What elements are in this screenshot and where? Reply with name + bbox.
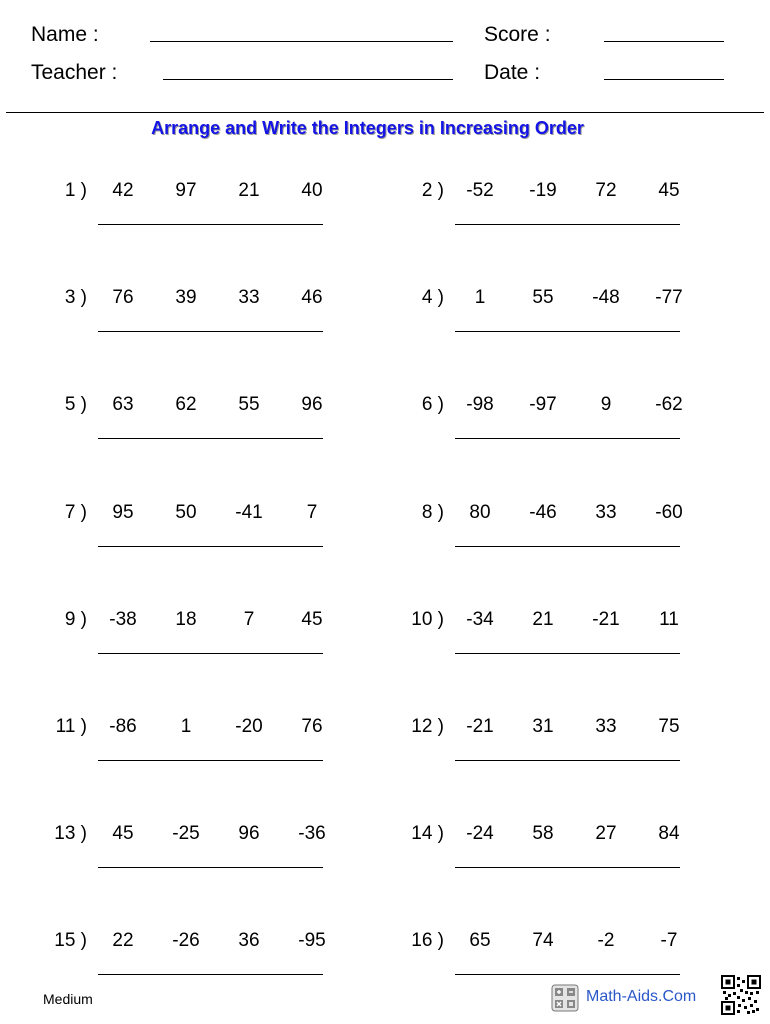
problem-number: 12 ) — [411, 716, 444, 737]
problem-value: 22 — [112, 930, 134, 951]
answer-line[interactable] — [98, 867, 323, 868]
problem-item — [357, 930, 697, 990]
problem-value: 45 — [301, 609, 323, 630]
problem-item — [0, 502, 340, 562]
problem-value: 36 — [238, 930, 260, 951]
problem-number: 13 ) — [54, 823, 87, 844]
problem-value: 74 — [532, 930, 554, 951]
problem-value: 65 — [469, 930, 491, 951]
qr-code-icon — [721, 975, 761, 1015]
problem-value: -19 — [529, 180, 557, 201]
problem-value: 55 — [238, 394, 260, 415]
problem-value: 33 — [595, 502, 617, 523]
problem-number: 4 ) — [421, 287, 444, 308]
problem-value: 96 — [301, 394, 323, 415]
problem-value: 18 — [175, 609, 197, 630]
problem-value: -48 — [592, 287, 620, 308]
answer-line[interactable] — [455, 331, 680, 332]
problem-value: 76 — [112, 287, 134, 308]
problem-value: 96 — [238, 823, 260, 844]
problem-value: 21 — [532, 609, 554, 630]
score-label: Score : — [484, 23, 551, 46]
answer-line[interactable] — [455, 546, 680, 547]
problem-value: 72 — [595, 180, 617, 201]
problem-value: 42 — [112, 180, 134, 201]
problem-value: 7 — [306, 502, 318, 523]
problem-value: 33 — [595, 716, 617, 737]
answer-line[interactable] — [455, 438, 680, 439]
problem-item — [0, 287, 340, 347]
teacher-label: Teacher : — [31, 61, 118, 84]
problem-number: 9 ) — [64, 609, 87, 630]
problem-value: 1 — [474, 287, 486, 308]
problem-value: -20 — [235, 716, 263, 737]
problem-value: 39 — [175, 287, 197, 308]
header-divider — [6, 112, 764, 113]
name-field-line[interactable] — [150, 41, 453, 42]
problem-value: -24 — [466, 823, 494, 844]
problem-value: 97 — [175, 180, 197, 201]
problem-item — [357, 180, 697, 240]
problem-item — [357, 287, 697, 347]
problem-item — [0, 823, 340, 883]
answer-line[interactable] — [455, 224, 680, 225]
problem-value: -46 — [529, 502, 557, 523]
problem-value: -21 — [466, 716, 494, 737]
problem-value: -60 — [655, 502, 683, 523]
date-label: Date : — [484, 61, 541, 84]
problem-number: 8 ) — [421, 502, 444, 523]
problem-value: 50 — [175, 502, 197, 523]
problem-value: -26 — [172, 930, 200, 951]
problem-number: 6 ) — [421, 394, 444, 415]
problem-item — [0, 609, 340, 669]
answer-line[interactable] — [455, 653, 680, 654]
problem-value: 40 — [301, 180, 323, 201]
worksheet-title: Arrange and Write the Integers in Increasing Order — [151, 118, 584, 138]
problem-value: 80 — [469, 502, 491, 523]
problem-value: -98 — [466, 394, 494, 415]
problem-number: 7 ) — [64, 502, 87, 523]
problem-value: 21 — [238, 180, 260, 201]
problem-item — [357, 394, 697, 454]
problem-number: 14 ) — [411, 823, 444, 844]
problem-value: -7 — [660, 930, 678, 951]
answer-line[interactable] — [98, 546, 323, 547]
date-field-line[interactable] — [604, 79, 724, 80]
problem-item — [0, 394, 340, 454]
problem-value: -36 — [298, 823, 326, 844]
problem-value: -97 — [529, 394, 557, 415]
problem-item — [0, 180, 340, 240]
problem-value: -77 — [655, 287, 683, 308]
problem-item — [357, 716, 697, 776]
problem-number: 16 ) — [411, 930, 444, 951]
problem-number: 1 ) — [64, 180, 87, 201]
problem-value: 75 — [658, 716, 680, 737]
answer-line[interactable] — [98, 224, 323, 225]
problem-value: 46 — [301, 287, 323, 308]
answer-line[interactable] — [98, 760, 323, 761]
problem-value: -62 — [655, 394, 683, 415]
problem-number: 11 ) — [55, 716, 87, 737]
problem-value: -25 — [172, 823, 200, 844]
answer-line[interactable] — [98, 653, 323, 654]
problem-number: 5 ) — [64, 394, 87, 415]
answer-line[interactable] — [98, 331, 323, 332]
problem-value: 27 — [595, 823, 617, 844]
difficulty-level: Medium — [43, 991, 93, 1007]
problem-value: 31 — [532, 716, 554, 737]
problem-value: 33 — [238, 287, 260, 308]
answer-line[interactable] — [455, 867, 680, 868]
problem-item — [357, 609, 697, 669]
problem-value: -38 — [109, 609, 137, 630]
name-label: Name : — [31, 23, 99, 46]
problem-value: -41 — [235, 502, 263, 523]
problem-number: 2 ) — [421, 180, 444, 201]
problem-value: -34 — [466, 609, 494, 630]
problem-value: 45 — [658, 180, 680, 201]
score-field-line[interactable] — [604, 41, 724, 42]
answer-line[interactable] — [455, 760, 680, 761]
brand-link[interactable]: Math-Aids.Com — [586, 988, 697, 1005]
problem-value: 1 — [180, 716, 192, 737]
problem-item — [357, 502, 697, 562]
problem-value: 95 — [112, 502, 134, 523]
problem-value: 58 — [532, 823, 554, 844]
problem-value: 84 — [658, 823, 680, 844]
problem-value: 9 — [600, 394, 612, 415]
problem-item — [0, 716, 340, 776]
problem-value: -52 — [466, 180, 494, 201]
problem-value: 62 — [175, 394, 197, 415]
problem-value: -2 — [597, 930, 615, 951]
calculator-icon — [551, 984, 579, 1012]
problem-value: 7 — [243, 609, 255, 630]
answer-line[interactable] — [455, 974, 680, 975]
teacher-field-line[interactable] — [163, 79, 453, 80]
problem-value: 76 — [301, 716, 323, 737]
problem-number: 10 ) — [411, 609, 444, 630]
problem-value: -21 — [592, 609, 620, 630]
problem-item — [357, 823, 697, 883]
problem-value: 11 — [659, 609, 679, 630]
problem-item — [0, 930, 340, 990]
problem-number: 3 ) — [64, 287, 87, 308]
problem-value: -95 — [298, 930, 326, 951]
problem-number: 15 ) — [54, 930, 87, 951]
answer-line[interactable] — [98, 974, 323, 975]
problem-value: 45 — [112, 823, 134, 844]
answer-line[interactable] — [98, 438, 323, 439]
problem-value: 63 — [112, 394, 134, 415]
problem-value: -86 — [109, 716, 137, 737]
problem-value: 55 — [532, 287, 554, 308]
